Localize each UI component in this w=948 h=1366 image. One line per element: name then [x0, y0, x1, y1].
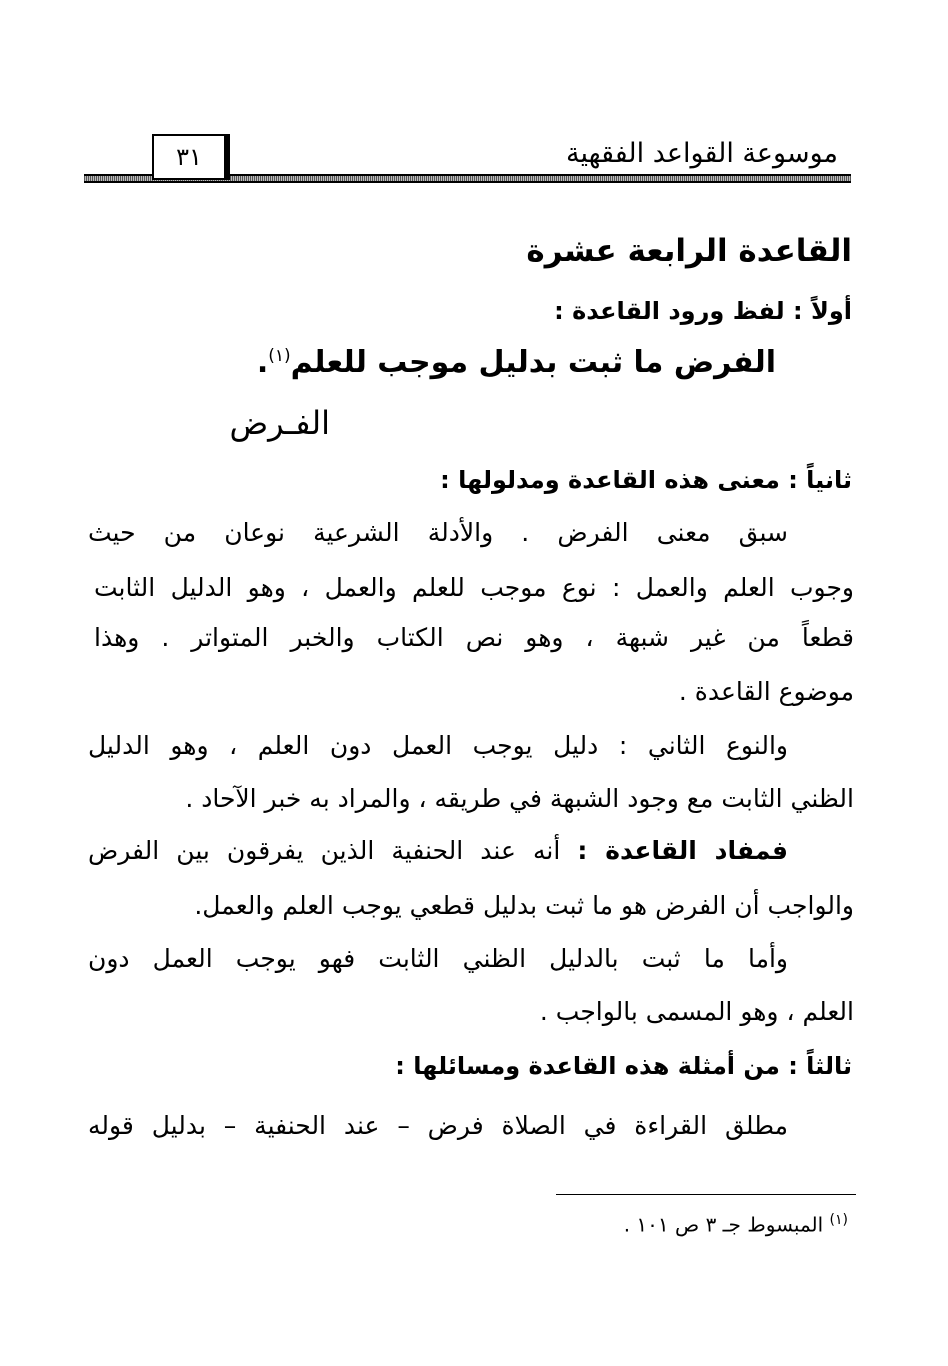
paragraph-line: موضوع القاعدة . — [678, 677, 854, 706]
rule-statement-end: . — [256, 345, 269, 380]
rule-statement — [257, 345, 776, 380]
page-number: ٣١ — [152, 134, 230, 180]
term-word: الفـرض — [229, 404, 330, 442]
running-header-title: موسوعة القواعد الفقهية — [566, 138, 838, 169]
rule-statement-text: الفرض ما ثبت بدليل موجب للعلم — [290, 345, 776, 380]
footnote-text: المبسوط جـ ٣ ص ١٠١ . — [623, 1212, 824, 1237]
paragraph-line: والواجب أن الفرض هو ما ثبت بدليل قطعي يوجب العلم والعمل. — [194, 891, 854, 920]
section-third-label: ثالثاً : من أمثلة هذه القاعدة ومسائلها : — [395, 1052, 852, 1080]
paragraph-line: قطعاً من غير شبهة ، وهو نص الكتاب والخبر المتواتر . وهذا — [94, 623, 854, 652]
footnote-number: (١) — [829, 1212, 848, 1228]
benefit-text: أنه عند الحنفية الذين يفرقون بين الفرض — [88, 836, 561, 865]
paragraph-line: العلم ، وهو المسمى بالواجب . — [539, 997, 854, 1026]
benefit-label: فمفاد القاعدة : — [577, 836, 789, 865]
section-first-label: أولاً : لفظ ورود القاعدة : — [554, 297, 852, 325]
footnote — [624, 1212, 848, 1237]
paragraph-line: سبق معنى الفرض . والأدلة الشرعية نوعان من حيث — [88, 518, 788, 547]
footnote-marker: (١) — [268, 346, 291, 366]
paragraph-line: الظني الثابت مع وجود الشبهة في طريقه ، والمراد به خبر الآحاد . — [185, 784, 854, 813]
paragraph-line-benefit — [88, 836, 788, 865]
paragraph-line: وجوب العلم والعمل : نوع موجب للعلم والعمل ، وهو الدليل الثابت — [94, 573, 854, 602]
paragraph-line: والنوع الثاني : دليل يوجب العمل دون العلم ، وهو الدليل — [88, 731, 788, 760]
rule-heading: القاعدة الرابعة عشرة — [526, 233, 852, 269]
footnote-rule — [556, 1194, 856, 1195]
section-second-label: ثانياً : معنى هذه القاعدة ومدلولها : — [440, 466, 852, 494]
paragraph-line: وأما ما ثبت بالدليل الظني الثابت فهو يوجب العمل دون — [88, 944, 788, 973]
paragraph-line: مطلق القراءة في الصلاة فرض – عند الحنفية – بدليل قوله — [88, 1111, 788, 1140]
